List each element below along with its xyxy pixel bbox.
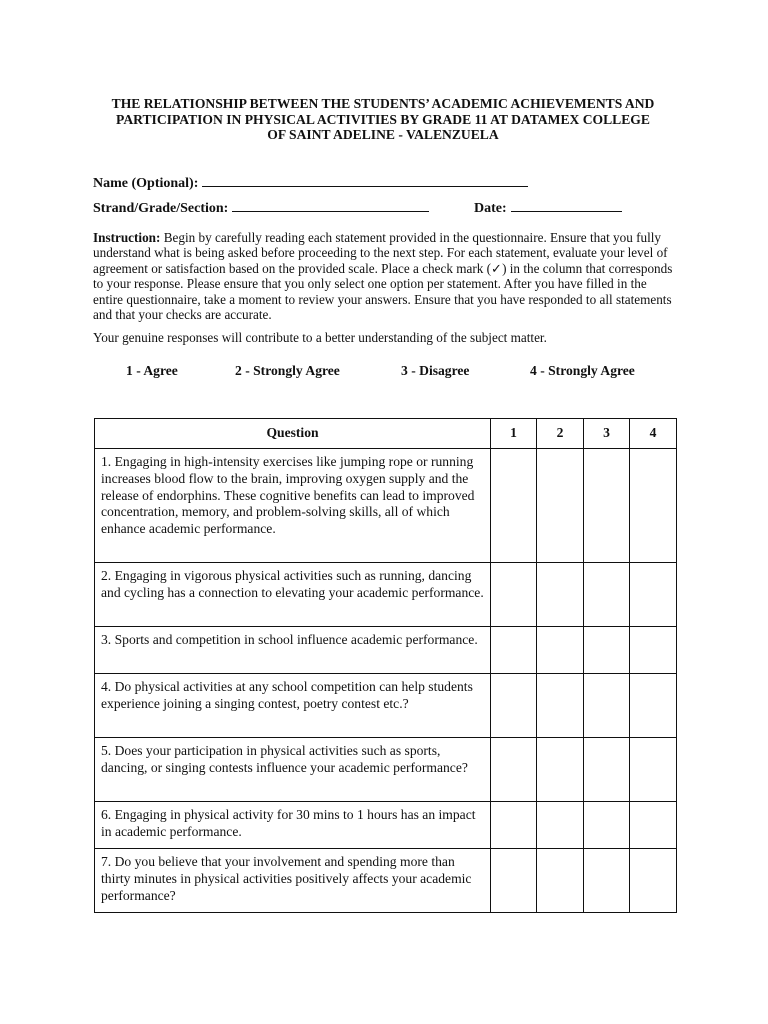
response-cell[interactable] <box>491 849 537 913</box>
table-header-row <box>95 419 677 449</box>
strand-label: Strand/Grade/Section: <box>93 201 229 216</box>
response-cell[interactable] <box>630 738 677 802</box>
response-cell[interactable] <box>584 738 630 802</box>
table-row <box>95 802 677 849</box>
response-cell[interactable] <box>630 563 677 627</box>
header-col-1: 1 <box>491 419 537 449</box>
response-cell[interactable] <box>630 449 677 563</box>
name-label: Name (Optional): <box>93 176 199 191</box>
response-cell[interactable] <box>584 449 630 563</box>
response-cell[interactable] <box>584 849 630 913</box>
header-col-4: 4 <box>630 419 677 449</box>
question-text: 5. Does your participation in physical activities such as sports, dancing, or singing contests influence your academic performance? <box>95 738 491 802</box>
title-line-2: PARTICIPATION IN PHYSICAL ACTIVITIES BY GRADE 11 AT DATAMEX COLLEGE <box>116 111 650 127</box>
scale-item-4: 4 - Strongly Agree <box>530 363 635 378</box>
header-question: Question <box>95 419 491 449</box>
response-cell[interactable] <box>537 563 584 627</box>
response-cell[interactable] <box>630 627 677 674</box>
document-title <box>80 96 686 143</box>
response-cell[interactable] <box>630 849 677 913</box>
question-text: 6. Engaging in physical activity for 30 mins to 1 hours has an impact in academic performance. <box>95 802 491 849</box>
response-cell[interactable] <box>491 674 537 738</box>
response-cell[interactable] <box>491 449 537 563</box>
response-cell[interactable] <box>491 802 537 849</box>
name-blank[interactable] <box>202 174 528 187</box>
question-text: 1. Engaging in high-intensity exercises like jumping rope or running increases blood flow to the brain, improving oxygen supply and the release of endorphins. These cognitive benefits can lead to improved concentration, memory, and problem-solving skills, all of which enhance academic performance. <box>95 449 491 563</box>
questionnaire-table <box>94 418 677 913</box>
question-text: 4. Do physical activities at any school competition can help students experience joining a singing contest, poetry contest etc.? <box>95 674 491 738</box>
response-cell[interactable] <box>630 674 677 738</box>
response-cell[interactable] <box>491 563 537 627</box>
name-field <box>93 174 528 192</box>
question-text: 7. Do you believe that your involvement and spending more than thirty minutes in physical activities positively affects your academic performance? <box>95 849 491 913</box>
instruction-text: Begin by carefully reading each statement provided in the questionnaire. Ensure that you fully understand what is being asked before proceeding to the next step. For each statement, evaluate your level of agreement or satisfaction based on the provided scale. Place a check mark (✓) in the column that corresponds to your response. Please ensure that you only select one option per statement. After you have filled in the entire questionnaire, take a moment to review your answers. Ensure that you have responded to all statements and that your checks are accurate. <box>93 230 673 323</box>
scale-item-2: 2 - Strongly Agree <box>235 363 340 378</box>
response-cell[interactable] <box>584 802 630 849</box>
scale-item-3: 3 - Disagree <box>401 363 470 378</box>
table-row <box>95 627 677 674</box>
response-cell[interactable] <box>537 674 584 738</box>
date-label: Date: <box>474 201 507 216</box>
response-cell[interactable] <box>537 449 584 563</box>
response-cell[interactable] <box>584 563 630 627</box>
instruction-label: Instruction: <box>93 230 161 245</box>
table-row <box>95 849 677 913</box>
instruction-paragraph <box>93 230 677 322</box>
response-cell[interactable] <box>491 738 537 802</box>
title-line-3: OF SAINT ADELINE - VALENZUELA <box>267 127 499 142</box>
table-row <box>95 449 677 563</box>
question-text: 3. Sports and competition in school influence academic performance. <box>95 627 491 674</box>
strand-field <box>93 199 429 217</box>
genuine-note: Your genuine responses will contribute to a better understanding of the subject matter. <box>93 330 547 345</box>
scale-item-1: 1 - Agree <box>126 363 178 378</box>
header-col-3: 3 <box>584 419 630 449</box>
question-text: 2. Engaging in vigorous physical activities such as running, dancing and cycling has a connection to elevating your academic performance. <box>95 563 491 627</box>
response-cell[interactable] <box>630 802 677 849</box>
strand-blank[interactable] <box>232 199 429 212</box>
date-blank[interactable] <box>511 199 622 212</box>
table-row <box>95 563 677 627</box>
response-cell[interactable] <box>537 627 584 674</box>
table-row <box>95 674 677 738</box>
date-field <box>474 199 622 217</box>
response-cell[interactable] <box>537 802 584 849</box>
response-cell[interactable] <box>537 738 584 802</box>
response-cell[interactable] <box>537 849 584 913</box>
response-cell[interactable] <box>584 674 630 738</box>
response-cell[interactable] <box>491 627 537 674</box>
title-line-1: THE RELATIONSHIP BETWEEN THE STUDENTS’ ACADEMIC ACHIEVEMENTS AND <box>111 96 655 111</box>
table-row <box>95 738 677 802</box>
header-col-2: 2 <box>537 419 584 449</box>
response-cell[interactable] <box>584 627 630 674</box>
